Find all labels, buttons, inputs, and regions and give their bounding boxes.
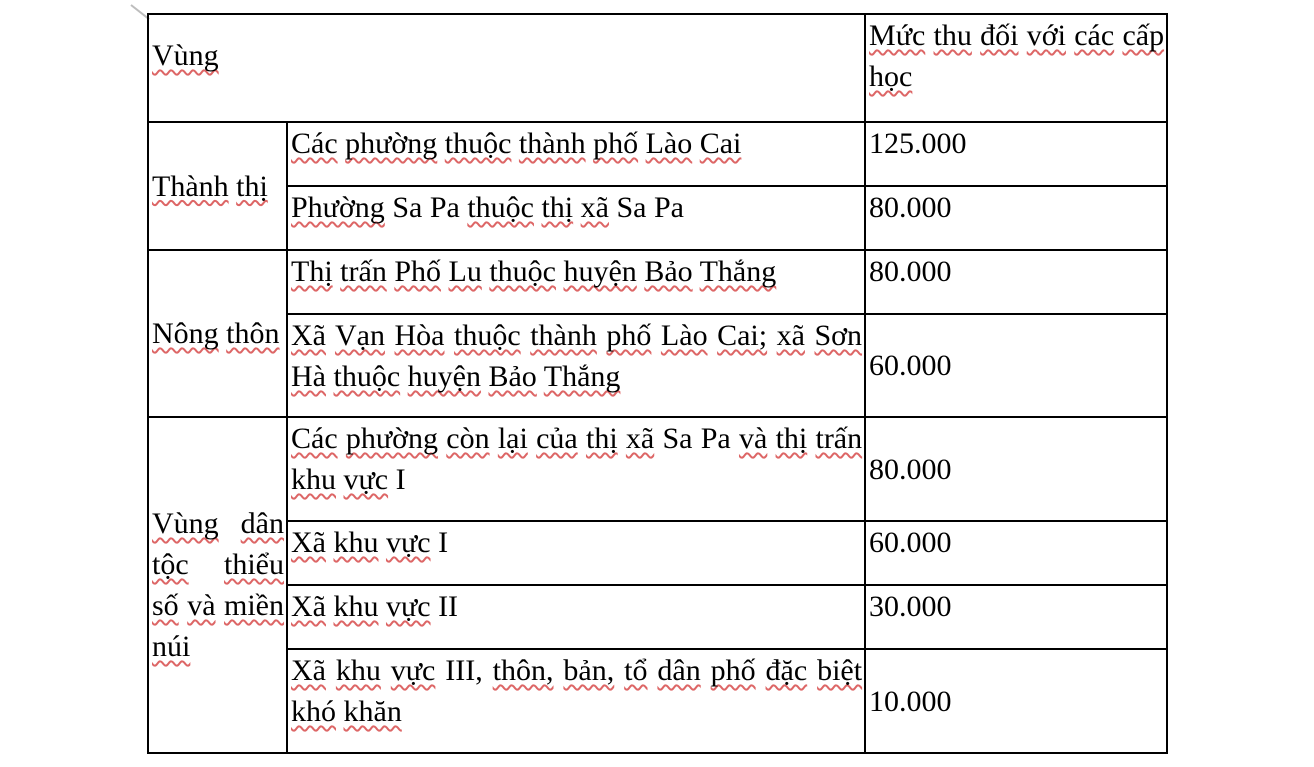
area-cell: Xã Vạn Hòa thuộc thành phố Lào Cai; xã Sơn Hà thuộc huyện Bảo Thắng xyxy=(287,314,865,417)
header-fee-cell: Mức thu đối với các cấp học xyxy=(865,14,1167,122)
table-row xyxy=(148,521,1167,585)
fee-table xyxy=(147,13,1168,754)
region-cell-urban: Thành thị xyxy=(148,122,287,250)
area-cell: Các phường thuộc thành phố Lào Cai xyxy=(287,122,865,186)
header-region-cell: Vùng xyxy=(148,14,865,122)
area-cell: Phường Sa Pa thuộc thị xã Sa Pa xyxy=(287,186,865,250)
table-header-row xyxy=(148,14,1167,122)
table-row xyxy=(148,649,1167,753)
table-row xyxy=(148,122,1167,186)
fee-cell: 80.000 xyxy=(865,186,1167,250)
fee-cell: 60.000 xyxy=(865,314,1167,417)
region-cell-ethnic-minority: Vùng dân tộc thiểu số và miền núi xyxy=(148,417,287,753)
fee-cell: 60.000 xyxy=(865,521,1167,585)
area-cell: Xã khu vực I xyxy=(287,521,865,585)
area-cell: Xã khu vực II xyxy=(287,585,865,649)
table-row xyxy=(148,585,1167,649)
area-cell: Các phường còn lại của thị xã Sa Pa và thị trấn khu vực I xyxy=(287,417,865,521)
table-row xyxy=(148,314,1167,417)
table-row xyxy=(148,186,1167,250)
fee-cell: 80.000 xyxy=(865,250,1167,314)
table-row xyxy=(148,417,1167,521)
area-cell: Thị trấn Phố Lu thuộc huyện Bảo Thắng xyxy=(287,250,865,314)
fee-cell: 30.000 xyxy=(865,585,1167,649)
fee-cell: 80.000 xyxy=(865,417,1167,521)
fee-cell: 10.000 xyxy=(865,649,1167,753)
fee-cell: 125.000 xyxy=(865,122,1167,186)
table-row xyxy=(148,250,1167,314)
region-cell-rural: Nông thôn xyxy=(148,250,287,417)
area-cell: Xã khu vực III, thôn, bản, tổ dân phố đặc biệt khó khăn xyxy=(287,649,865,753)
